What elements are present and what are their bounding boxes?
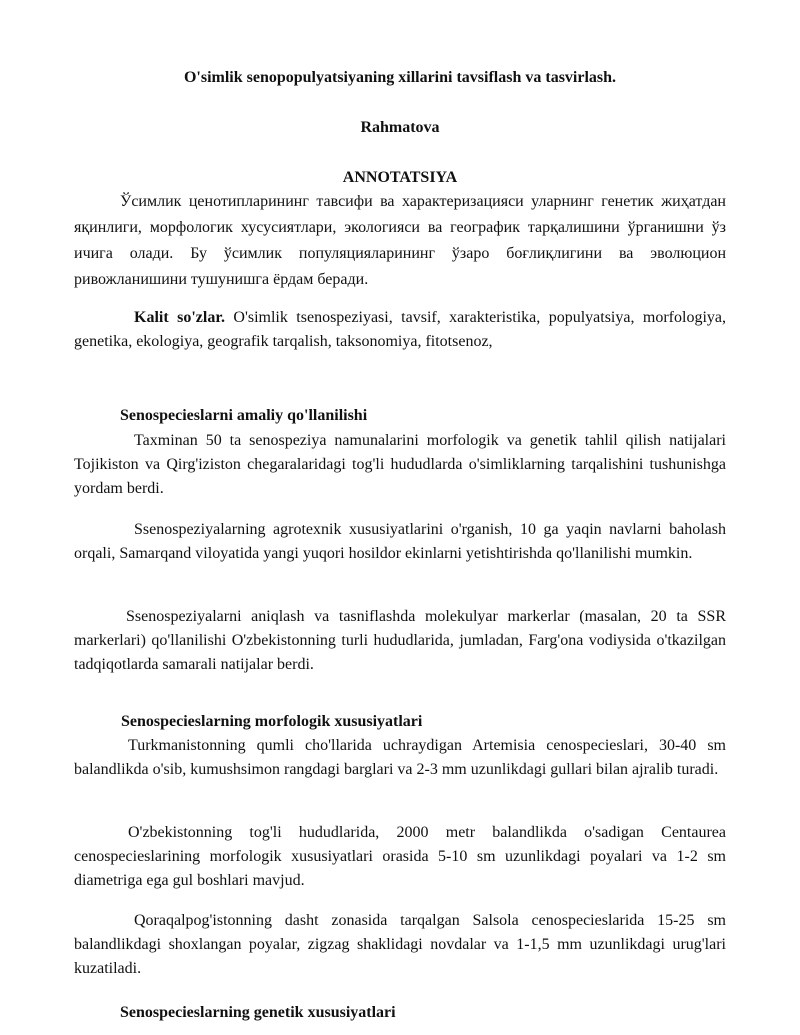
annotation-heading: ANNOTATSIYA	[342, 169, 458, 186]
section-heading-practical-use: Senospecieslarni amaliy qo'llanilishi	[120, 407, 368, 424]
paragraph-practical-2: Ssenospeziyalarning agrotexnik xususiyatlarini o'rganish, 10 ga yaqin navlarni baholash orqali, Samarqand viloyatida yangi yuqori hosildor ekinlarni yetishtirishda qo'llanilishi mumkin.	[74, 521, 726, 562]
paragraph-practical-3: Ssenospeziyalarni aniqlash va tasniflashda molekulyar markerlar (masalan, 20 ta SSR markerlari) qo'llanilishi O'zbekistonning turli hududlarida, jumladan, Farg'ona vodiysida o'tkazilgan tadqiqotlarda samarali natijalar berdi.	[74, 608, 726, 673]
annotation-text: Ўсимлик ценотипларининг тавсифи ва характеризацияси уларнинг генетик жиҳатдан яқинлиги, морфологик хусусиятлари, экологияси ва географик тарқалишини ўрганишни ўз ичига олади. Бу ўсимлик популяцияларининг ўзаро боғлиқлигини ва эволюцион ривожланишини тушунишга ёрдам беради.	[74, 193, 726, 288]
author-name: Rahmatova	[360, 119, 440, 136]
paragraph-morphological-3: Qoraqalpog'istonning dasht zonasida tarqalgan Salsola cenospecieslarida 15-25 sm balandlikdagi shoxlangan poyalar, zigzag shaklidagi novdalar va 1-1,5 mm uzunlikdagi urug'lari kuzatiladi.	[74, 912, 726, 977]
keywords-label: Kalit so'zlar.	[134, 309, 225, 326]
paragraph-practical-1: Taxminan 50 ta senospeziya namunalarini morfologik va genetik tahlil qilish natijalari Tojikiston va Qirg'iziston chegaralaridagi tog'li hududlarda o'simliklarning tarqalishini tushunishga yordam berdi.	[74, 432, 726, 497]
document-title: O'simlik senopopulyatsiyaning xillarini tavsiflash va tasvirlash.	[183, 69, 617, 86]
keywords-text: O'simlik tsenospeziyasi, tavsif, xarakteristika, populyatsiya, morfologiya, genetika, ekologiya, geografik tarqalish, taksonomiya, fitotsenoz,	[74, 309, 727, 350]
section-heading-morphological: Senospecieslarning morfologik xususiyatlari	[121, 713, 423, 730]
paragraph-morphological-2: O'zbekistonning tog'li hududlarida, 2000 metr balandlikda o'sadigan Centaurea cenospecieslarining morfologik xususiyatlari orasida 5-10 sm uzunlikdagi poyalari va 1-2 sm diametriga ega gul boshlari mavjud.	[74, 824, 726, 889]
keywords-paragraph	[74, 306, 726, 354]
section-heading-genetic: Senospecieslarning genetik xususiyatlari	[120, 1004, 396, 1021]
paragraph-morphological-1: Turkmanistonning qumli cho'llarida uchraydigan Artemisia cenospecieslari, 30-40 sm balandlikda o'sib, kumushsimon rangdagi barglari va 2-3 mm uzunlikdagi gullari bilan ajralib turadi.	[74, 737, 726, 778]
